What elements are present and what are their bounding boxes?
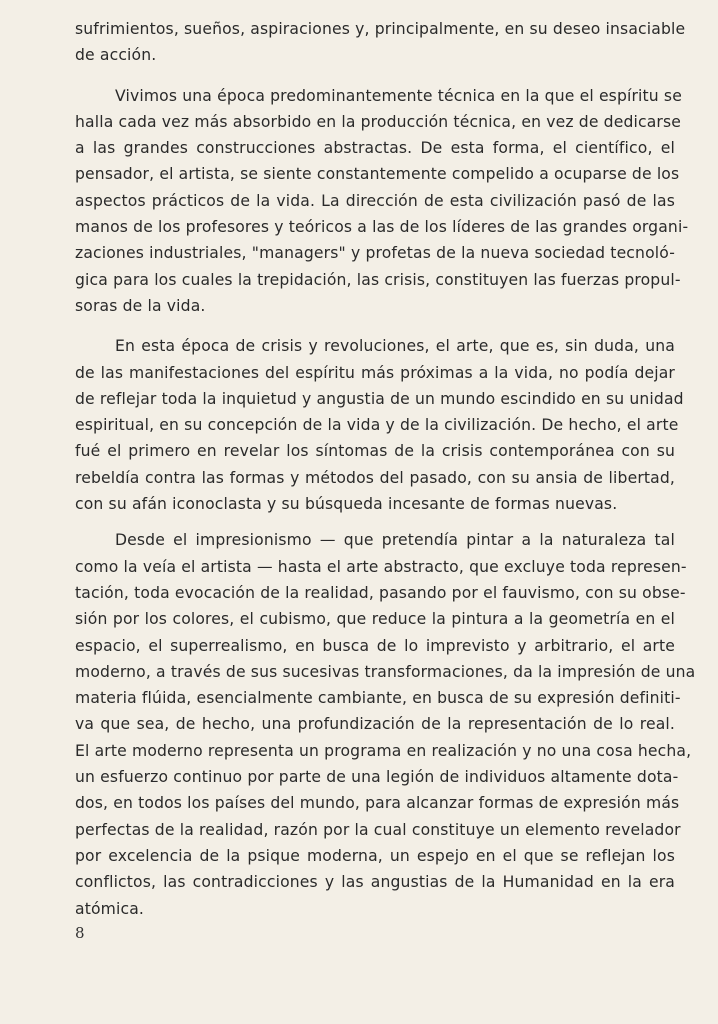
paragraph <box>75 83 689 320</box>
paragraph <box>75 16 686 69</box>
text-line: moderno, a través de sus sucesivas transformaciones, da la impresión de una <box>75 662 696 681</box>
text-line: zaciones industriales, "managers" y profetas de la nueva sociedad tecnoló- <box>75 244 675 263</box>
text-line: Desde el impresionismo — que pretendía pintar a la naturaleza tal <box>115 531 675 550</box>
text-line: pensador, el artista, se siente constantemente compelido a ocuparse de los <box>75 165 680 184</box>
text-line: halla cada vez más absorbido en la producción técnica, en vez de dedicarse <box>75 112 681 131</box>
text-line: a las grandes construcciones abstractas. De esta forma, el científico, el <box>75 139 675 158</box>
text-line: va que sea, de hecho, una profundización de la representación de lo real. <box>75 715 675 734</box>
text-line: como la veía el artista — hasta el arte abstracto, que excluye toda represen- <box>75 557 687 576</box>
text-line: de acción. <box>75 46 157 65</box>
text-line: atómica. <box>75 899 145 918</box>
paragraph <box>75 527 696 921</box>
paragraph <box>75 333 684 517</box>
page-body <box>75 16 696 922</box>
text-line: dos, en todos los países del mundo, para alcanzar formas de expresión más <box>75 794 680 813</box>
text-line: de reflejar toda la inquietud y angustia de un mundo escindido en su unidad <box>75 389 684 408</box>
page-number: 8 <box>75 924 85 942</box>
text-line: materia flúida, esencialmente cambiante, en busca de su expresión definiti- <box>75 689 681 708</box>
text-line: conflictos, las contradicciones y las angustias de la Humanidad en la era <box>75 873 675 892</box>
text-line: espiritual, en su concepción de la vida y de la civilización. De hecho, el arte <box>75 416 679 435</box>
text-line: por excelencia de la psique moderna, un espejo en el que se reflejan los <box>75 846 675 865</box>
text-line: de las manifestaciones del espíritu más próximas a la vida, no podía dejar <box>75 363 675 382</box>
text-line: manos de los profesores y teóricos a las de los líderes de las grandes organi- <box>75 218 689 237</box>
text-line: con su afán iconoclasta y su búsqueda incesante de formas nuevas. <box>75 495 618 514</box>
text-line: En esta época de crisis y revoluciones, el arte, que es, sin duda, una <box>115 337 675 356</box>
text-line: tación, toda evocación de la realidad, pasando por el fauvismo, con su obse- <box>75 583 686 602</box>
text-line: El arte moderno representa un programa en realización y no una cosa hecha, <box>75 741 692 760</box>
text-line: un esfuerzo continuo por parte de una legión de individuos altamente dota- <box>75 768 679 787</box>
text-line: Vivimos una época predominantemente técnica en la que el espíritu se <box>115 86 682 105</box>
text-line: rebeldía contra las formas y métodos del pasado, con su ansia de libertad, <box>75 468 675 487</box>
text-line: perfectas de la realidad, razón por la cual constituye un elemento revelador <box>75 820 681 839</box>
text-line: espacio, el superrealismo, en busca de lo imprevisto y arbitrario, el arte <box>75 636 675 655</box>
text-line: sufrimientos, sueños, aspiraciones y, principalmente, en su deseo insaciable <box>75 20 686 38</box>
text-line: gica para los cuales la trepidación, las crisis, constituyen las fuerzas propul- <box>75 270 681 289</box>
text-line: aspectos prácticos de la vida. La dirección de esta civilización pasó de las <box>75 191 675 210</box>
text-line: soras de la vida. <box>75 296 206 315</box>
text-line: fué el primero en revelar los síntomas de la crisis contemporánea con su <box>75 442 675 461</box>
text-line: sión por los colores, el cubismo, que reduce la pintura a la geometría en el <box>75 610 675 629</box>
